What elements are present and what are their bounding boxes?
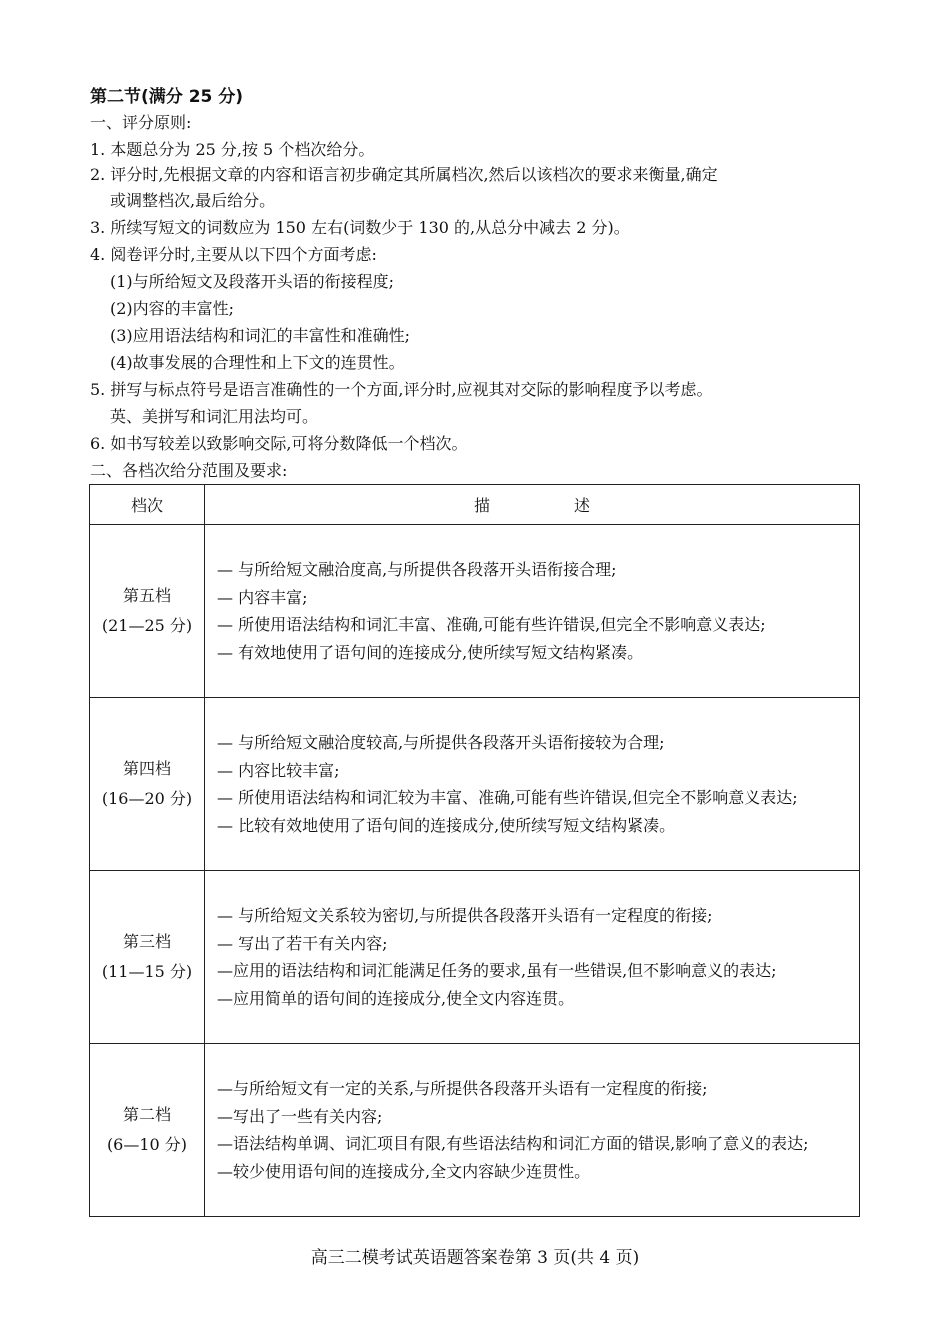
principles-heading: 一、评分原则: xyxy=(90,113,192,132)
description-line: — 所使用语法结构和词汇较为丰富、准确,可能有些许错误,但完全不影响意义表达; xyxy=(217,788,798,807)
description-line: —较少使用语句间的连接成分,全文内容缺少连贯性。 xyxy=(217,1161,591,1181)
description-line: — 所使用语法结构和词汇丰富、准确,可能有些许错误,但完全不影响意义表达; xyxy=(217,615,766,634)
table-row xyxy=(90,698,860,871)
description-line: — 内容丰富; xyxy=(217,587,308,607)
level-range: (21—25 分) xyxy=(101,616,193,635)
table-row xyxy=(90,1044,860,1217)
description-line: — 有效地使用了语句间的连接成分,使所续写短文结构紧凑。 xyxy=(217,642,644,662)
principle-subitem: (2)内容的丰富性; xyxy=(110,299,235,318)
description-line: — 内容比较丰富; xyxy=(217,760,340,780)
table-row xyxy=(90,525,860,698)
level-cell xyxy=(90,1044,205,1217)
level-range: (6—10 分) xyxy=(106,1135,188,1154)
level-cell xyxy=(90,871,205,1044)
description-cell xyxy=(205,698,860,871)
description-line: —写出了一些有关内容; xyxy=(217,1106,383,1126)
grading-table xyxy=(89,484,860,1217)
section-title: 第二节(满分 25 分) xyxy=(90,87,244,107)
level-name: 第四档 xyxy=(122,759,171,778)
principle-item: 英、美拼写和词汇用法均可。 xyxy=(110,407,319,426)
level-name: 第三档 xyxy=(122,932,171,951)
description-line: — 与所给短文融洽度较高,与所提供各段落开头语衔接较为合理; xyxy=(217,733,665,752)
description-line: — 比较有效地使用了语句间的连接成分,使所续写短文结构紧凑。 xyxy=(217,815,676,835)
level-range: (11—15 分) xyxy=(101,962,193,981)
description-line: — 与所给短文融洽度高,与所提供各段落开头语衔接合理; xyxy=(217,560,617,579)
table-row xyxy=(90,871,860,1044)
description-line: — 写出了若干有关内容; xyxy=(217,933,388,953)
header-description xyxy=(205,485,860,525)
level-range: (16—20 分) xyxy=(101,789,193,808)
principle-item: 4. 阅卷评分时,主要从以下四个方面考虑: xyxy=(90,245,377,264)
principle-subitem: (1)与所给短文及段落开头语的衔接程度; xyxy=(110,272,395,291)
header-desc-char-1: 描 xyxy=(473,496,490,515)
principle-item: 或调整档次,最后给分。 xyxy=(110,191,276,210)
principle-item: 5. 拼写与标点符号是语言准确性的一个方面,评分时,应视其对交际的影响程度予以考虑。 xyxy=(90,380,713,399)
description-cell xyxy=(205,525,860,698)
levels-heading: 二、各档次给分范围及要求: xyxy=(90,461,288,480)
description-cell xyxy=(205,1044,860,1217)
description-line: —与所给短文有一定的关系,与所提供各段落开头语有一定程度的衔接; xyxy=(217,1079,708,1098)
description-line: —语法结构单调、词汇项目有限,有些语法结构和词汇方面的错误,影响了意义的表达; xyxy=(217,1134,809,1153)
description-line: —应用的语法结构和词汇能满足任务的要求,虽有一些错误,但不影响意义的表达; xyxy=(217,961,777,980)
principle-subitem: (4)故事发展的合理性和上下文的连贯性。 xyxy=(110,353,405,372)
principle-item: 6. 如书写较差以致影响交际,可将分数降低一个档次。 xyxy=(90,434,468,453)
principle-item: 3. 所续写短文的词数应为 150 左右(词数少于 130 的,从总分中减去 2 分)。 xyxy=(90,218,630,237)
level-name: 第二档 xyxy=(122,1105,171,1124)
level-cell xyxy=(90,698,205,871)
principle-subitem: (3)应用语法结构和词汇的丰富性和准确性; xyxy=(110,326,411,345)
header-level: 档次 xyxy=(90,485,205,525)
principle-item: 2. 评分时,先根据文章的内容和语言初步确定其所属档次,然后以该档次的要求来衡量,确定 xyxy=(90,165,718,184)
level-cell xyxy=(90,525,205,698)
description-line: — 与所给短文关系较为密切,与所提供各段落开头语有一定程度的衔接; xyxy=(217,906,713,925)
table-header-row xyxy=(90,485,860,525)
header-desc-char-2: 述 xyxy=(573,496,590,515)
description-cell xyxy=(205,871,860,1044)
principle-item: 1. 本题总分为 25 分,按 5 个档次给分。 xyxy=(90,140,375,159)
page-footer: 高三二模考试英语题答案卷第 3 页(共 4 页) xyxy=(310,1248,640,1268)
description-line: —应用简单的语句间的连接成分,使全文内容连贯。 xyxy=(217,988,575,1008)
level-name: 第五档 xyxy=(122,586,171,605)
